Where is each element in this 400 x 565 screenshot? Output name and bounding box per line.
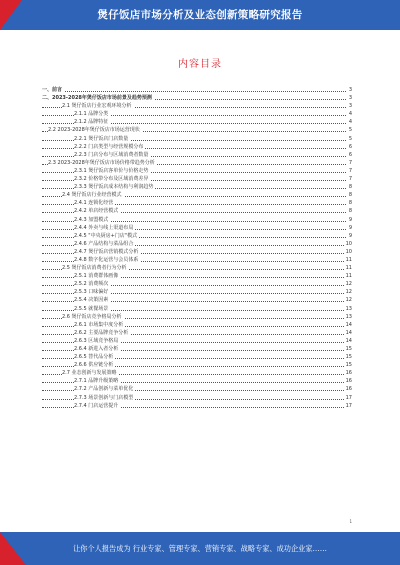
toc-entry-label: 2.1.1 品牌分类 [74,111,109,118]
toc-entry-page: 11 [345,273,352,280]
toc-entry-page: 10 [345,240,352,247]
toc-entry-label: 二、2023-2028年煲仔饭店市场前景及趋势预测 [42,95,152,102]
toc-entry-page: 9 [348,224,352,231]
toc-entry-page: 9 [348,232,352,239]
toc-entry-page: 16 [345,370,352,377]
toc-entry[interactable] [42,264,352,272]
toc-entry[interactable] [42,288,352,296]
toc-entry[interactable] [42,167,352,175]
footer-bar [0,532,400,565]
toc-entry[interactable] [42,216,352,224]
toc-entry[interactable] [42,377,352,385]
toc-entry-label: 2.6.2 主要品牌竞争分析 [74,329,129,336]
toc-entry[interactable] [42,353,352,361]
toc-entry[interactable] [42,102,352,110]
toc-entry-label: 2.7.1 品牌升级策略 [74,378,119,385]
toc-entry[interactable] [42,207,352,215]
toc-entry[interactable] [42,94,352,102]
toc-entry-page: 8 [348,208,352,215]
toc-entry-label: 2.5.2 消费频次 [74,281,109,288]
toc-entry-page: 9 [348,216,352,223]
toc-entry-label: 2.7.3 场景创新与门店模型 [74,394,134,401]
header-bar [0,0,400,30]
toc-entry-page: 15 [345,354,352,361]
toc-entry-label: 2.2 2023-2028年煲仔饭店市场运营现状 [48,127,140,134]
toc-entry-label: 2.6 煲仔饭店竞争格局分析 [62,313,122,320]
toc-entry[interactable] [42,296,352,304]
toc-entry-label: 2.4.3 加盟模式 [74,216,109,223]
toc-entry-label: 2.4.2 单店经营模式 [74,208,119,215]
toc-entry[interactable] [42,143,352,151]
toc-entry[interactable] [42,313,352,321]
toc-leader-dots [42,91,352,92]
toc-entry-page: 3 [348,87,352,93]
toc-entry[interactable] [42,183,352,191]
toc-entry-page: 5 [348,127,352,134]
toc-entry-page: 17 [345,402,352,409]
toc-entry[interactable] [42,232,352,240]
toc-entry-label: 2.3 2023-2028年煲仔饭店市场价格带趋势分析 [48,159,155,166]
toc-entry-label: 一、前言 [42,87,63,93]
toc-entry-page: 7 [348,176,352,183]
toc-entry-page: 16 [345,378,352,385]
toc-entry-page: 11 [345,256,352,263]
table-of-contents [42,86,352,410]
toc-entry-page: 13 [345,313,352,320]
toc-entry-page: 8 [348,184,352,191]
toc-entry[interactable] [42,118,352,126]
toc-entry-label: 2.6.1 市场集中度分析 [74,321,124,328]
toc-entry-page: 12 [345,289,352,296]
toc-entry-label: 2.5.4 决策因素 [74,297,109,304]
toc-entry[interactable] [42,280,352,288]
toc-entry-page: 3 [348,103,352,110]
page-number: 1 [349,519,352,524]
toc-entry-page: 16 [345,386,352,393]
toc-entry-label: 2.2.2 门店类型与经营规模分布 [74,143,144,150]
toc-entry-page: 10 [345,248,352,255]
toc-entry-page: 8 [348,200,352,207]
toc-entry-label: 2.5.1 消费群体画像 [74,273,119,280]
toc-entry-page: 15 [345,346,352,352]
toc-entry-page: 17 [345,394,352,401]
toc-entry-label: 2.7.4 门店运营提升 [74,402,119,409]
toc-entry[interactable] [42,402,352,410]
toc-entry[interactable] [42,199,352,207]
toc-entry[interactable] [42,329,352,337]
toc-entry-page: 6 [348,151,352,158]
toc-title: 内容目录 [178,59,222,70]
toc-entry[interactable] [42,248,352,256]
toc-entry-page: 14 [345,329,352,336]
toc-entry-label: 2.1 煲仔饭店行业宏观环境分析 [62,103,132,110]
toc-entry-label: 2.4.7 煲仔饭店营销模式分析 [74,248,139,255]
toc-entry-label: 2.6.5 替代品分析 [74,354,114,361]
toc-entry-label: 2.2.3 门店分布与区域消费者数量 [74,151,149,158]
toc-entry-page: 15 [345,362,352,369]
toc-entry[interactable] [42,159,352,167]
report-title: 煲仔饭店市场分析及业态创新策略研究报告 [97,9,303,21]
toc-entry[interactable] [42,175,352,183]
toc-entry-label: 2.7 业态创新与发展策略 [62,370,117,377]
toc-entry-label: 2.6.3 区域竞争格局 [74,337,119,344]
toc-entry-label: 2.4.8 数字化运营与会员体系 [74,256,139,263]
toc-entry-page: 3 [348,95,352,102]
footer-slogan: 让你个人报告成为 行业专家、管理专家、营销专家、战略专家、成功企业家…… [73,544,327,553]
toc-entry-label: 2.6.4 新进入者分析 [74,346,119,352]
toc-entry[interactable] [42,151,352,159]
toc-entry-page: 6 [348,143,352,150]
toc-entry[interactable] [42,135,352,143]
toc-entry[interactable] [42,126,352,134]
toc-entry-label: 2.1.2 品牌特征 [74,119,109,126]
toc-entry[interactable] [42,110,352,118]
toc-entry-page: 12 [345,281,352,288]
toc-entry-label: 2.5 煲仔饭店消费者行为分析 [62,265,127,272]
toc-entry[interactable] [42,337,352,345]
toc-entry-label: 2.5.3 口味偏好 [74,289,109,296]
toc-entry-label: 2.7.2 产品创新与菜单优化 [74,386,134,393]
toc-entry-page: 14 [345,321,352,328]
toc-entry-label: 2.2.1 煲仔饭店门店数量 [74,135,129,142]
toc-entry-label: 2.5.5 就餐场景 [74,305,109,312]
toc-entry[interactable] [42,361,352,369]
toc-entry[interactable] [42,240,352,248]
toc-entry[interactable] [42,272,352,280]
toc-entry[interactable] [42,305,352,313]
toc-entry-label: 2.4.1 连锁化经营 [74,200,114,207]
toc-entry-page: 7 [348,167,352,174]
toc-entry[interactable] [42,191,352,199]
toc-entry-page: 4 [348,119,352,126]
toc-entry[interactable] [42,224,352,232]
toc-entry[interactable] [42,385,352,393]
toc-entry-label: 2.3.2 价格带分布及区域消费差异 [74,176,149,183]
toc-entry-page: 8 [348,192,352,199]
toc-entry-label: 2.3.3 煲仔饭店成本结构与利润趋势 [74,184,154,191]
toc-entry-label: 2.6.6 供应链分析 [74,362,114,369]
toc-entry[interactable] [42,321,352,329]
toc-entry[interactable] [42,86,352,94]
toc-entry-page: 11 [345,265,352,272]
toc-entry[interactable] [42,345,352,353]
toc-entry-page: 12 [345,297,352,304]
toc-entry-page: 14 [345,337,352,344]
toc-entry[interactable] [42,256,352,264]
toc-entry-label: 2.4.6 产品结构与菜品组合 [74,240,134,247]
toc-entry-label: 2.4.4 外卖与线上渠道布局 [74,224,134,231]
toc-entry-page: 13 [345,305,352,312]
toc-entry[interactable] [42,369,352,377]
toc-entry-page: 7 [348,159,352,166]
toc-entry-label: 2.4 煲仔饭店行业经营模式 [62,192,122,199]
toc-entry-label: 2.4.5 "中央厨房+门店"模式 [74,232,138,239]
toc-entry[interactable] [42,394,352,402]
toc-entry-page: 4 [348,111,352,118]
toc-entry-page: 5 [348,135,352,142]
toc-entry-label: 2.3.1 煲仔饭店客单价与价格走势 [74,167,149,174]
